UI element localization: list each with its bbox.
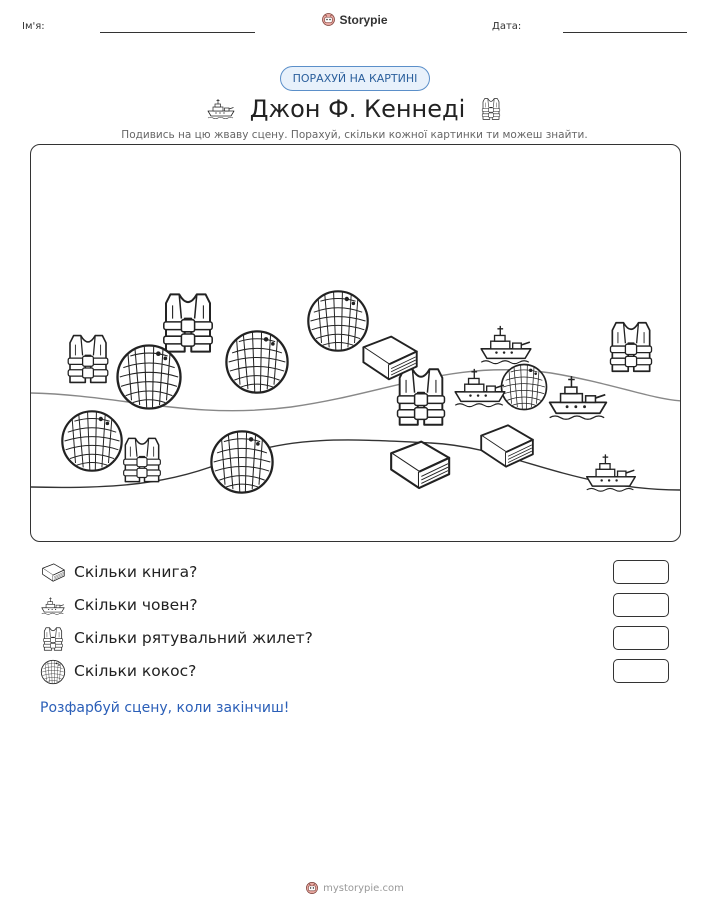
boat-item[interactable] — [545, 374, 611, 422]
title-row — [0, 92, 709, 126]
answer-box-boats[interactable] — [613, 593, 669, 617]
date-field[interactable] — [563, 32, 687, 33]
name-field[interactable] — [100, 32, 255, 33]
answer-box-books[interactable] — [613, 560, 669, 584]
coloring-note: Розфарбуй сцену, коли закінчиш! — [40, 700, 290, 716]
answer-box-coconuts[interactable] — [613, 659, 669, 683]
life-vest-icon — [40, 626, 66, 652]
book-item[interactable] — [384, 437, 454, 495]
question-text: Скільки рятувальний жилет? — [74, 629, 313, 647]
life-vest-item[interactable] — [603, 316, 659, 378]
page-title: Джон Ф. Кеннеді — [249, 95, 466, 123]
coconut-item[interactable] — [59, 408, 125, 474]
storypie-mascot-icon — [321, 12, 336, 27]
boat-icon — [40, 593, 66, 619]
brand-logo — [0, 12, 709, 31]
life-vest-icon — [479, 96, 503, 122]
site-footer — [0, 880, 709, 899]
coconut-item[interactable] — [208, 428, 276, 496]
boat-item[interactable] — [451, 367, 509, 409]
answer-box-life-vests[interactable] — [613, 626, 669, 650]
coconut-item[interactable] — [223, 328, 291, 396]
date-label: Дата: — [492, 21, 522, 32]
question-row — [40, 659, 680, 685]
name-label: Ім'я: — [22, 21, 45, 32]
boat-icon — [206, 98, 236, 120]
book-item[interactable] — [357, 332, 421, 386]
counting-scene — [30, 144, 681, 542]
boat-item[interactable] — [583, 452, 639, 494]
question-row — [40, 626, 680, 652]
question-text: Скільки кокос? — [74, 662, 197, 680]
boat-item[interactable] — [477, 324, 535, 366]
question-text: Скільки човен? — [74, 596, 198, 614]
coconut-icon — [40, 659, 66, 685]
activity-badge: ПОРАХУЙ НА КАРТИНІ — [280, 66, 430, 91]
question-text: Скільки книга? — [74, 563, 198, 581]
brand-name: Storypie — [339, 12, 388, 27]
instructions: Подивись на цю жваву сцену. Порахуй, скільки кожної картинки ти можеш знайти. — [121, 129, 588, 141]
life-vest-item[interactable] — [61, 330, 115, 388]
book-item[interactable] — [475, 421, 537, 473]
book-icon — [40, 560, 66, 586]
question-row — [40, 593, 680, 619]
storypie-mascot-icon — [305, 881, 319, 895]
coconut-item[interactable] — [114, 342, 184, 412]
question-row — [40, 560, 680, 586]
site-url: mystorypie.com — [323, 882, 404, 894]
